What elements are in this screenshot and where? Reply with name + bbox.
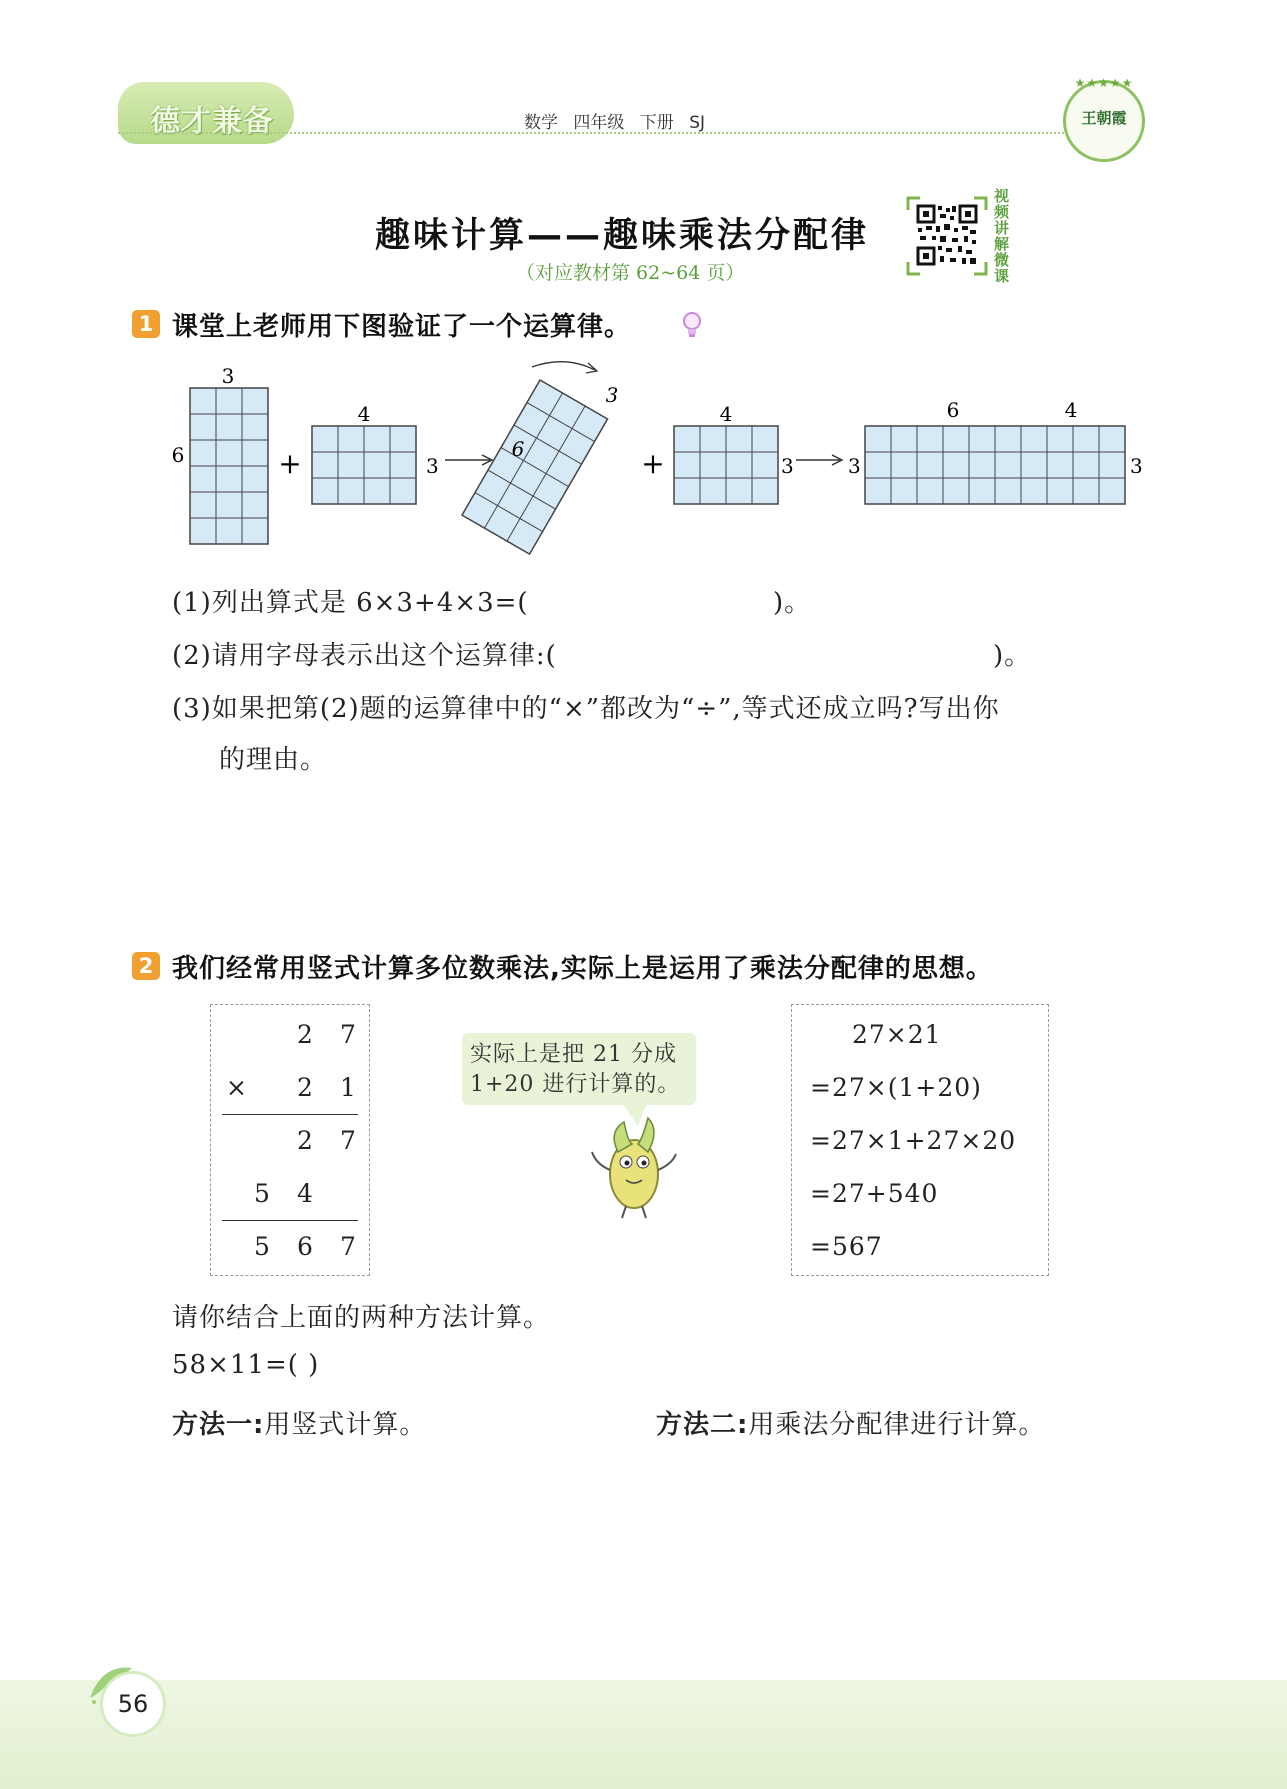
grid-4-by-3 <box>312 426 416 504</box>
grid-1-top-label: 3 <box>221 364 235 388</box>
method-2-answer-area[interactable] <box>656 1450 1096 1650</box>
vertical-multiply-sign: × <box>226 1073 247 1102</box>
grid-4-top-label: 4 <box>719 402 733 426</box>
grid-3-top-label: 3 <box>605 383 619 407</box>
grid-10-by-3 <box>865 426 1125 504</box>
page-title: 趣味计算——趣味乘法分配律 <box>375 216 870 256</box>
grid-5-right-label: 3 <box>1130 454 1143 478</box>
question-2-text: 我们经常用竖式计算多位数乘法,实际上是运用了乘法分配律的思想。 <box>172 954 993 984</box>
bubble-line-1: 实际上是把 21 分成 <box>470 1042 677 1067</box>
vertical-row3-tens: 2 <box>297 1126 313 1155</box>
q1-sub3-text-cont: 的理由。 <box>219 745 328 775</box>
qr-code-icon[interactable] <box>906 196 988 276</box>
bubble-line-2: 1+20 进行计算的。 <box>470 1072 681 1097</box>
arrow-1 <box>445 455 492 465</box>
question-1-number: 1 <box>132 310 160 338</box>
vertical-row5-hundreds: 5 <box>254 1232 270 1261</box>
q1-sub1-text: (1)列出算式是 6×3+4×3=( <box>172 588 529 618</box>
method-1-text: 用竖式计算。 <box>264 1410 427 1440</box>
author-badge-name: 王朝霞 <box>1081 109 1127 127</box>
grid-3-by-6 <box>190 388 268 544</box>
grid-3-left-label: 6 <box>511 437 525 461</box>
vertical-row5-ones: 7 <box>340 1232 356 1261</box>
grid-4-right-label: 3 <box>781 454 794 478</box>
distributive-line-2: =27×(1+20) <box>810 1073 982 1102</box>
rotation-arrow <box>532 362 595 370</box>
question-1-text: 课堂上老师用下图验证了一个运算律。 <box>172 312 632 342</box>
question-2-number: 2 <box>132 952 160 980</box>
distributive-line-4: =27+540 <box>810 1179 939 1208</box>
distributive-line-5: =567 <box>810 1232 883 1261</box>
book-info: 数学 四年级 下册 SJ <box>524 113 706 133</box>
vertical-row1-ones: 7 <box>340 1020 356 1049</box>
method-1-label: 方法一: <box>172 1410 265 1440</box>
grid-5-top-label-a: 6 <box>946 398 960 422</box>
grid-3-by-6-rotated <box>462 380 608 554</box>
vertical-row3-ones: 7 <box>340 1126 356 1155</box>
speech-bubble-text <box>470 1040 680 1100</box>
q1-sub2-text: (2)请用字母表示出这个运算律:( <box>172 641 557 671</box>
grid-5-top-label-b: 4 <box>1064 398 1078 422</box>
grid-5-left-label: 3 <box>848 454 861 478</box>
method-1 <box>172 1404 426 1441</box>
q2-answer-blank[interactable] <box>295 1350 365 1384</box>
vertical-row5-tens: 6 <box>297 1232 313 1261</box>
method-2-label: 方法二: <box>656 1410 749 1440</box>
lightbulb-hint-icon[interactable] <box>680 310 704 340</box>
star-icon: ★★★★★ <box>1074 76 1134 90</box>
vertical-row4-hundreds: 5 <box>254 1179 270 1208</box>
qr-code-label: 视频讲解微课 <box>994 187 1010 285</box>
grid-4-by-3-second <box>674 426 778 504</box>
footer-band <box>0 1680 1287 1789</box>
grid-2-right-label: 3 <box>426 454 439 478</box>
vertical-row2-tens: 2 <box>297 1073 313 1102</box>
corn-mascot-icon <box>588 1112 680 1220</box>
grid-2-top-label: 4 <box>357 402 371 426</box>
vertical-row2-ones: 1 <box>340 1073 356 1102</box>
plus-sign-1: + <box>278 447 302 480</box>
area-model-figure <box>160 355 1160 565</box>
q2-problem: 58×11=( ) <box>172 1350 320 1380</box>
page-number: 56 <box>100 1671 166 1737</box>
plus-sign-2: + <box>641 447 665 480</box>
distributive-line-1: 27×21 <box>852 1020 942 1049</box>
vertical-rule-2 <box>222 1220 358 1221</box>
q1-sub1-close: )。 <box>773 588 812 618</box>
q1-sub3-text: (3)如果把第(2)题的运算律中的“×”都改为“÷”,等式还成立吗?写出你 <box>172 694 1000 724</box>
grid-1-left-label: 6 <box>171 443 185 467</box>
vertical-row1-tens: 2 <box>297 1020 313 1049</box>
page-subtitle: （对应教材第 62~64 页） <box>516 262 745 284</box>
method-1-answer-area[interactable] <box>172 1450 612 1650</box>
q1-sub1-answer-blank[interactable] <box>565 582 765 616</box>
vertical-row4-tens: 4 <box>297 1179 313 1208</box>
method-2-text: 用乘法分配律进行计算。 <box>748 1410 1046 1440</box>
arrow-2 <box>796 455 842 465</box>
method-2 <box>656 1404 1045 1441</box>
q2-instruction: 请你结合上面的两种方法计算。 <box>172 1303 551 1333</box>
q1-sub2-answer-blank[interactable] <box>608 635 988 669</box>
distributive-line-3: =27×1+27×20 <box>810 1126 1017 1155</box>
brand-logo-text: 德才兼备 <box>150 104 274 139</box>
vertical-rule-1 <box>222 1114 358 1115</box>
q1-sub3-answer-area[interactable] <box>219 790 1119 930</box>
q1-sub2-close: )。 <box>993 641 1032 671</box>
